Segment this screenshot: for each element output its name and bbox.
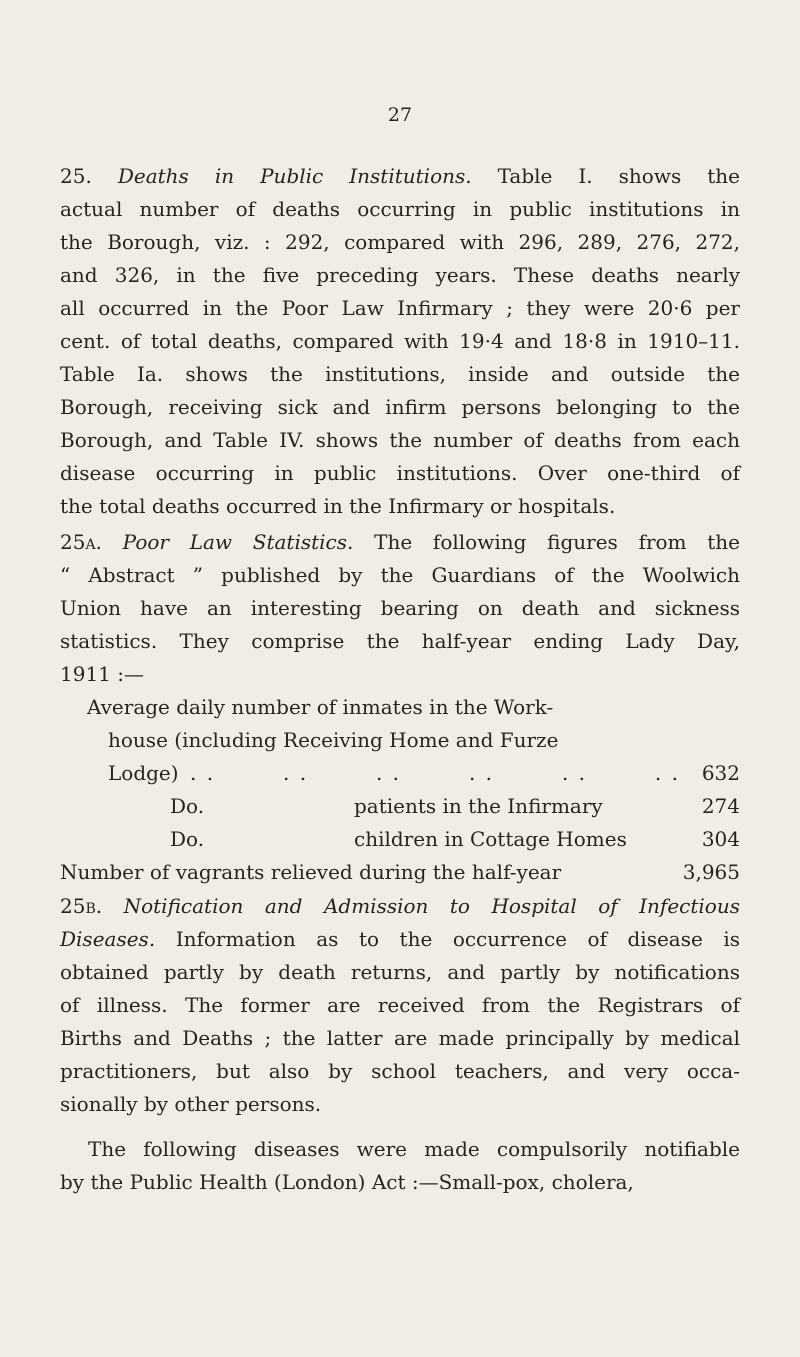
text-line: all occurred in the Poor Law Infirmary ; they were 20·6 per (60, 296, 740, 320)
stat-value-infirmary-patients: 274 (701, 794, 740, 818)
stat-row-inmates: Lodge) . . . . . . . . . . . . 632 (60, 757, 740, 790)
text-line: cent. of total deaths, compared with 19·4 and 18·8 in 1910–11. (60, 329, 740, 353)
text-line: Union have an interesting bearing on death and sickness (60, 596, 740, 620)
text-line: of illness. The former are received from the Registrars of (60, 993, 740, 1017)
text-line: by the Public Health (London) Act :—Small-pox, cholera, (60, 1170, 634, 1194)
section-25 (60, 160, 740, 523)
section-25a-number: 25a. (60, 530, 102, 554)
stat-row-inmates-line1: Average daily number of inmates in the Work- (87, 695, 554, 719)
stat-row-inmates-line2: house (including Receiving Home and Furze (108, 728, 559, 752)
section-25-line-1: 25. Deaths in Public Institutions. Table I. shows the (60, 164, 740, 188)
text-line: the Borough, viz. : 292, compared with 296, 289, 276, 272, (60, 230, 740, 254)
section-25b-paragraph (60, 890, 740, 1121)
section-25b-title: Notification and Admission to Hospital of Infectious (123, 894, 740, 918)
section-25a-title: Poor Law Statistics. (122, 530, 354, 554)
text-line: actual number of deaths occurring in public institutions in (60, 197, 740, 221)
section-25a-line-1: 25a. Poor Law Statistics. The following figures from the (60, 530, 741, 554)
leader-dots: . . . . . . . . . . . . (190, 761, 680, 785)
final-paragraph (60, 1133, 740, 1199)
text-line: “ Abstract ” published by the Guardians of the Woolwich (60, 563, 740, 587)
section-25a (60, 526, 740, 691)
section-25a-paragraph (60, 526, 740, 691)
stat-row-infirmary-patients: Do. patients in the Infirmary 274 (60, 790, 740, 823)
text-line: Table Ia. shows the institutions, inside and outside the (60, 362, 740, 386)
section-25b-number: 25b. (60, 894, 103, 918)
page-number: 27 (387, 104, 413, 126)
section-25-number: 25. (60, 164, 92, 188)
section-25-paragraph (60, 160, 740, 523)
text-line: Borough, receiving sick and infirm persons belonging to the (60, 395, 740, 419)
section-25b-line-1 (60, 890, 740, 923)
text-line: Births and Deaths ; the latter are made principally by medical (60, 1026, 740, 1050)
text-line: sionally by other persons. (60, 1092, 322, 1116)
section-25b (60, 890, 740, 1121)
section-25b-line-2: Diseases. Information as to the occurrence of disease is (60, 927, 740, 951)
text-line: The following diseases were made compulsorily notifiable (88, 1137, 740, 1161)
stat-value-inmates: 632 (701, 761, 740, 785)
stat-value-vagrants: 3,965 (682, 860, 740, 884)
text-line: disease occurring in public institutions. Over one-third of (60, 461, 740, 485)
stat-row-cottage-children: Do. children in Cottage Homes 304 (60, 823, 740, 856)
text-line: Borough, and Table IV. shows the number of deaths from each (60, 428, 740, 452)
poor-law-stats-table (60, 691, 740, 889)
section-25-title: Deaths in Public Institutions. (117, 164, 472, 188)
text-line: 1911 :— (60, 662, 144, 686)
stat-row-vagrants: Number of vagrants relieved during the half-year 3,965 (60, 856, 740, 889)
text-line: the total deaths occurred in the Infirmary or hospitals. (60, 494, 616, 518)
text-line: practitioners, but also by school teachers, and very occa- (60, 1059, 740, 1083)
stat-value-cottage-children: 304 (701, 827, 740, 851)
text-line: obtained partly by death returns, and partly by notifications (60, 960, 740, 984)
text-line: statistics. They comprise the half-year ending Lady Day, (60, 629, 740, 653)
text-line: and 326, in the five preceding years. These deaths nearly (60, 263, 740, 287)
